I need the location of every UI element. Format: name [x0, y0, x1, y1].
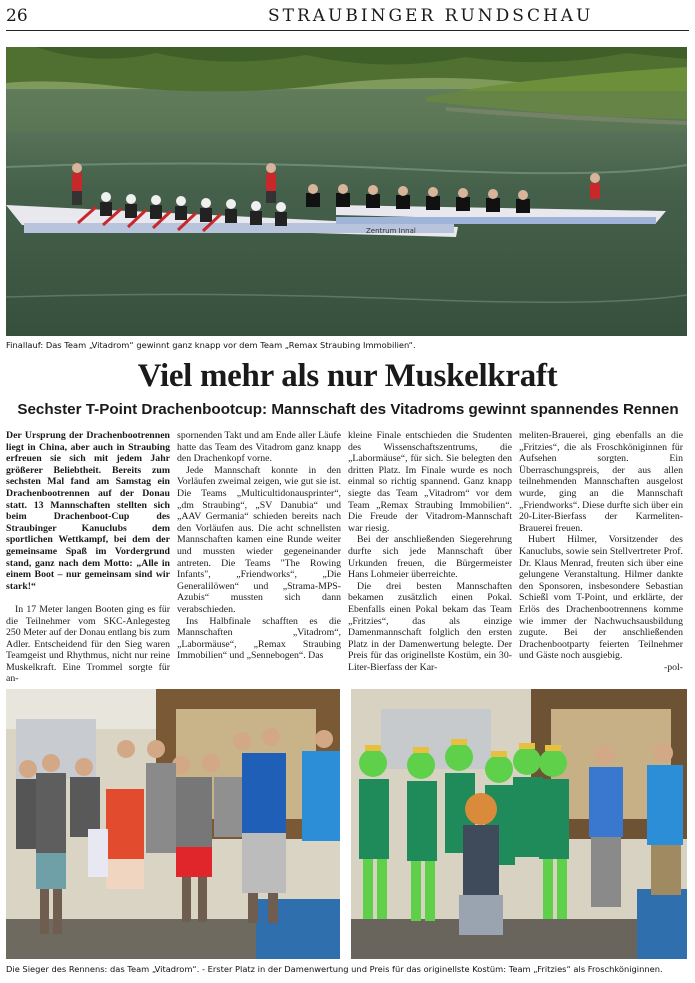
- article-paragraph: In 17 Meter langen Booten ging es für die Teilnehmer vom SKC-Anlegesteg 250 Meter auf der Donau entlang bis zum Adler. Entscheidend für den Sieg waren Teamgeist und Rhythmus, nicht nur reine Muskelkraft. Eine Trommel sorgte für an-: [6, 603, 170, 685]
- article-column-4: [519, 430, 683, 685]
- article-paragraph: Die drei besten Mannschaften bekamen zusätzlich einen Pokal. Ebenfalls einen Pokal bekam das Team „Fritzies“, das als einzige Damenmannschaft folglich den ersten Platz in der Damenwertung belegte. Der Preis für das originellste Kostüm, ein 30-Liter-Bierfass der Kar-: [348, 580, 512, 673]
- page-number: 26: [6, 6, 28, 26]
- article-paragraph: kleine Finale entschieden die Studenten des Wissenschaftszentrums, die „Labormäuse“, für sich. Sie belegten den dritten Platz. Im Finale wurde es noch einmal so richtig spannend. Ganz knapp siegte das Team „Vitadrom“ vor dem Team „Remax Straubing Immobilien“. Die Freude der Vitadrom-Mannschaft war riesig.: [348, 430, 512, 534]
- article-subhead: Sechster T-Point Drachenbootcup: Mannschaft des Vitadroms gewinnt spannendes Rennen: [17, 401, 679, 418]
- author-signature: -pol-: [663, 661, 683, 673]
- article-paragraph: meliten-Brauerei, ging ebenfalls an die „Fritzies“, die als Froschköniginnen für Aufsehen sorgten. Ein Überraschungspreis, der aus allen teilnehmenden Mannschaften ausgelost wurde, ging an die Mannschaft „Friendworks“. Diese durfte sich über ein 20-Liter-Bierfass der Karmeliten-Brauerei freuen.: [519, 430, 683, 534]
- article-column-2: [177, 430, 341, 685]
- article-column-1: [6, 430, 170, 685]
- article-paragraph: Jede Mannschaft konnte in den Vorläufen zweimal zeigen, wie gut sie ist. Die Teams „Multicultidonausprinter“, „dm Straubing“, „SV Danubia“ und „AAV Germania“ schieden bereits nach den Vorläufen aus. Die acht schnellsten Mannschaften kamen eine Runde weiter und mussten wieder gegeneinander antreten. Die Teams "The Rowing Infants", „Friendworks“, „Die Generalilöwen“ und „Strama-MPS-Azubis“ mussten sich dann verabschieden.: [177, 464, 341, 615]
- article-paragraph: Ins Halbfinale schafften es die Mannschaften „Vitadrom“, „Labormäuse“, „Remax Straubing Immobilien“ und „Sennebogen“. Das: [177, 615, 341, 662]
- photo-team-vitadrom: [6, 689, 340, 959]
- photo-team-fritzies: [351, 689, 687, 959]
- article-paragraph: Hubert Hilmer, Vorsitzender des Kanuclubs, sowie sein Stellvertreter Prof. Dr. Klaus Menrad, freuten sich über eine gelungene Veranstaltung. Hilmer dankte den Sponsoren, insbesondere Sebastian Schießl vom T-Point, und erklärte, der Erlös des Drachenbootrennens komme wie immer der Nachwuchsausbildung zugute. Bei der anschließenden Drachenbootparty feierten Teilnehmer und Gäste noch ausgiebig.: [519, 534, 683, 662]
- top-photo-caption: Finallauf: Das Team „Vitadrom“ gewinnt ganz knapp vor dem Team „Remax Straubing Immobilien“.: [6, 340, 416, 350]
- article-paragraph: Bei der anschließenden Siegerehrung durfte sich jede Mannschaft über Urkunden freuen, die Bürgermeister Hans Lohmeier überreichte.: [348, 534, 512, 581]
- boat-lettering: Zentrum Innal: [366, 227, 416, 235]
- header-rule: [6, 30, 689, 31]
- bottom-photos-caption: Die Sieger des Rennens: das Team „Vitadrom“. - Erster Platz in der Damenwertung und Preis für das originellste Kostüm: Team „Fritzies“ als Froschköniginnen.: [6, 964, 663, 974]
- photo-dragon-boat-race: [6, 47, 687, 336]
- article-headline: Viel mehr als nur Muskelkraft: [137, 358, 558, 394]
- article-lead: Der Ursprung der Drachenbootrennen liegt in China, aber auch in Straubing erfreuen sie sich mit jedem Jahr größerer Beliebtheit. Bereits zum sechsten Mal fand am Samstag ein Drachenbootrennen auf der Donau statt. 13 Mannschaften stellten sich beim Drachenboot-Cup des Straubinger Kanuclubs dem sportlichen Wettkampf, bei dem der gemeinsame Spaß im Vordergrund stand, ganz nach dem Motto: „Alle in einem Boot – nur gemeinsam sind wir stark!“: [6, 430, 170, 592]
- article-column-3: [348, 430, 512, 685]
- masthead: STRAUBINGER RUNDSCHAU: [268, 6, 594, 26]
- article-paragraph: spornenden Takt und am Ende aller Läufe hatte das Team des Vitadrom ganz knapp den Drachenkopf vorne.: [177, 430, 341, 465]
